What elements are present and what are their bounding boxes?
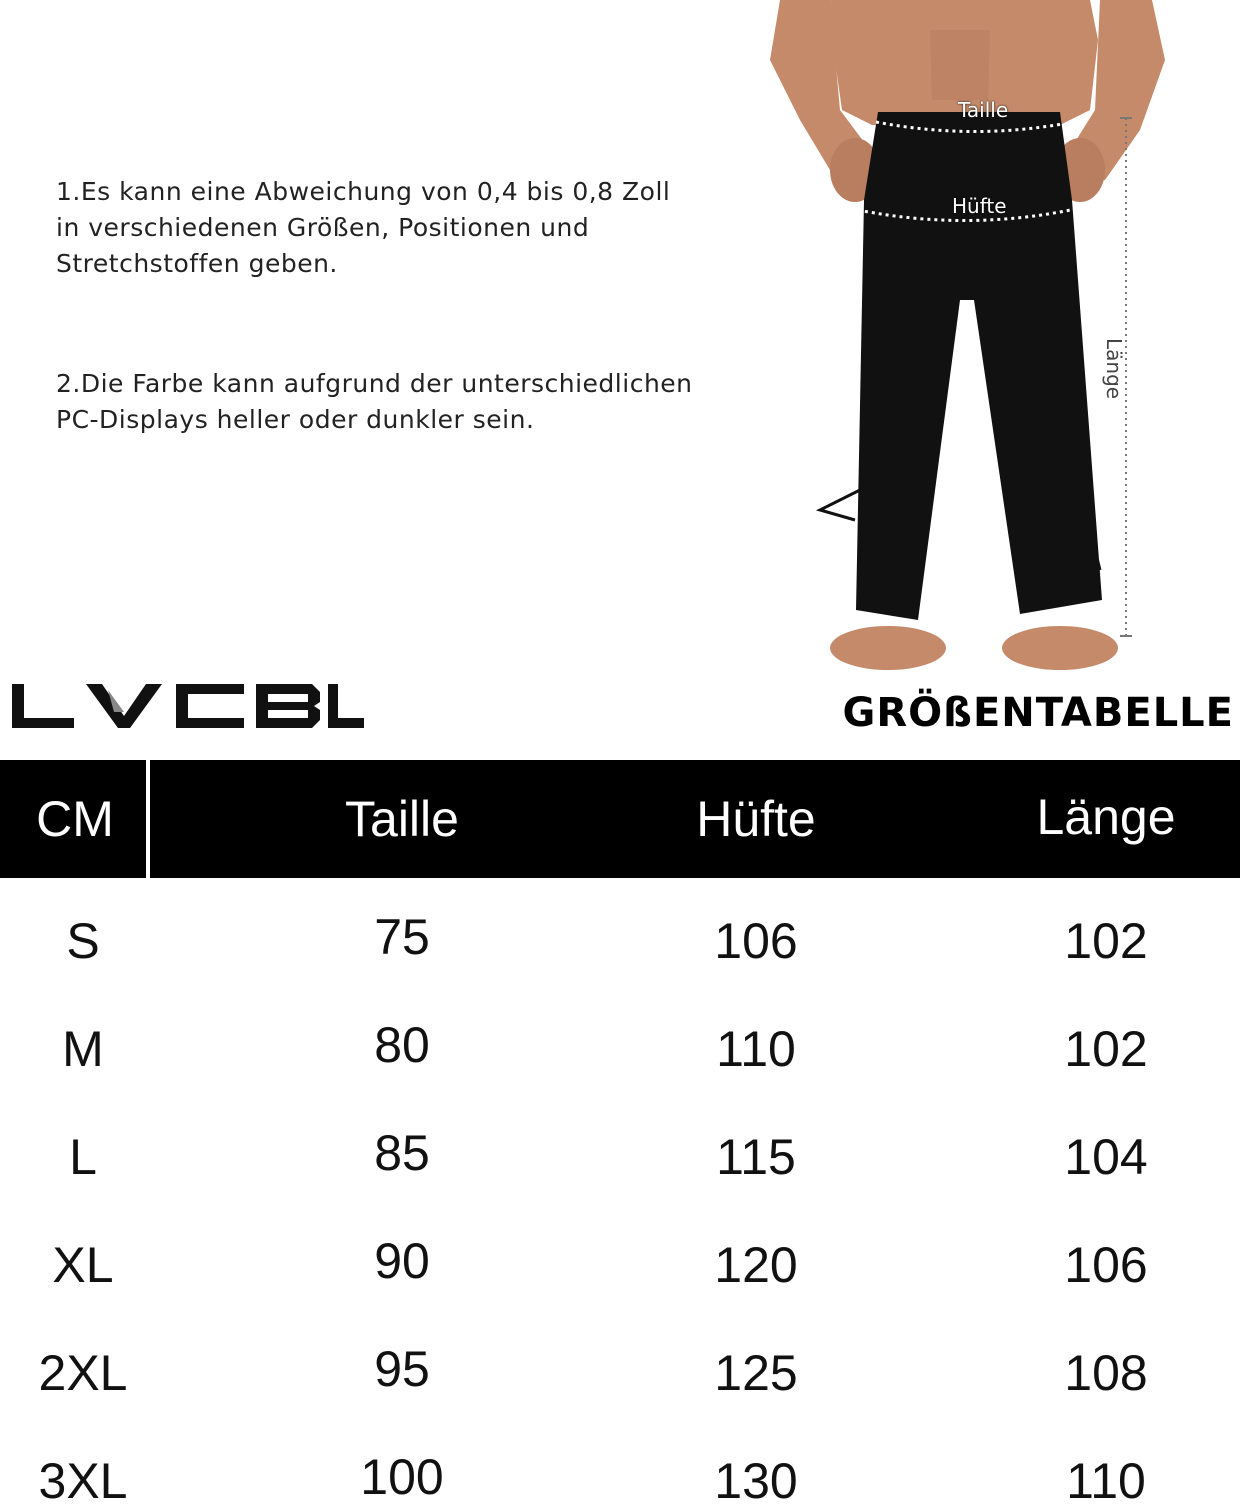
waist-cell: 100 — [360, 1449, 444, 1505]
header-hip: Hüfte — [696, 791, 816, 847]
note-color: 2.Die Farbe kann aufgrund der unterschiedlichen PC-Displays heller oder dunkler sein. — [56, 369, 693, 434]
header-length: Länge — [1036, 789, 1176, 845]
waist-cell: 75 — [374, 909, 430, 965]
size-chart-title: GRÖßENTABELLE — [842, 690, 1234, 736]
size-cell: 2XL — [38, 1345, 128, 1401]
model-figure — [760, 0, 1180, 690]
hip-cell: 130 — [714, 1453, 798, 1509]
length-cell: 110 — [1066, 1453, 1146, 1509]
length-cell: 106 — [1064, 1237, 1148, 1293]
hip-cell: 106 — [714, 913, 798, 969]
hip-cell: 120 — [714, 1237, 798, 1293]
length-label: Länge — [1102, 338, 1126, 400]
hip-cell: 125 — [714, 1345, 798, 1401]
size-cell: M — [62, 1021, 104, 1077]
hip-label: Hüfte — [952, 194, 1007, 218]
size-cell: S — [66, 913, 100, 969]
table-header — [0, 760, 1240, 878]
waist-cell: 85 — [374, 1125, 430, 1181]
size-cell: L — [69, 1129, 97, 1185]
hip-cell: 115 — [716, 1129, 796, 1185]
header-divider — [146, 760, 150, 878]
waist-label: Taille — [958, 98, 1009, 122]
length-cell: 102 — [1064, 913, 1148, 969]
header-waist: Taille — [345, 791, 459, 847]
hip-cell: 110 — [716, 1021, 796, 1077]
brand-logo — [12, 684, 364, 730]
waist-cell: 80 — [374, 1017, 430, 1073]
note-deviation: 1.Es kann eine Abweichung von 0,4 bis 0,8 Zoll in verschiedenen Größen, Positionen und Stretchstoffen geben. — [56, 177, 671, 278]
waist-cell: 90 — [374, 1233, 430, 1289]
size-cell: 3XL — [38, 1453, 128, 1509]
length-cell: 102 — [1064, 1021, 1148, 1077]
lvcbl-logo — [12, 684, 364, 730]
waist-cell: 95 — [374, 1341, 430, 1397]
length-cell: 104 — [1064, 1129, 1148, 1185]
length-cell: 108 — [1064, 1345, 1148, 1401]
size-cell: XL — [52, 1237, 114, 1293]
header-cm: CM — [36, 791, 114, 847]
